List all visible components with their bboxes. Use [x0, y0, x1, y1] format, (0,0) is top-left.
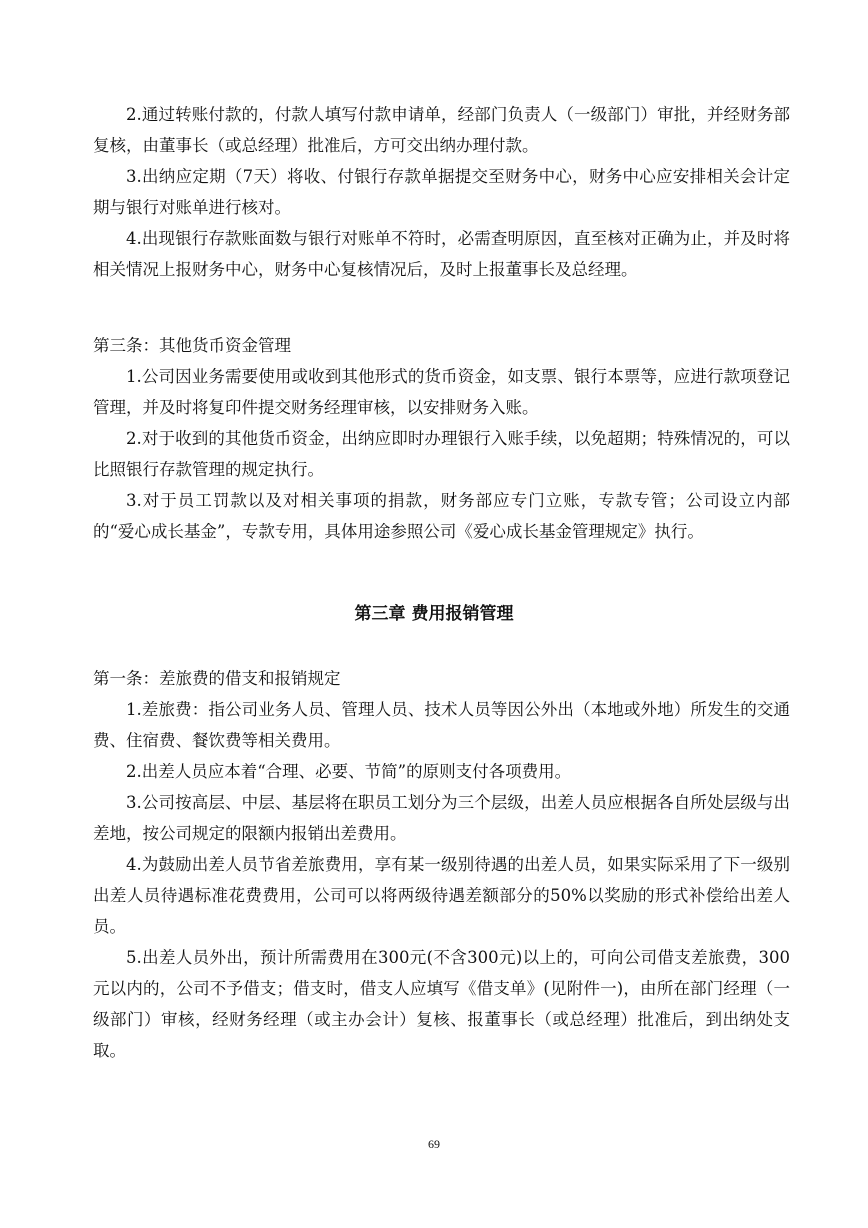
chapter-title: 第三章 费用报销管理 [354, 604, 514, 624]
paragraph: 2.通过转账付款的，付款人填写付款申请单，经部门负责人（一级部门）审批，并经财务部复核，由董事长（或总经理）批准后，方可交出纳办理付款。 [93, 105, 790, 155]
paragraph: 3.对于员工罚款以及对相关事项的捐款，财务部应专门立账，专款专管；公司设立内部的“爱心成长基金”，专款专用，具体用途参照公司《爱心成长基金管理规定》执行。 [93, 491, 790, 541]
paragraph: 4.为鼓励出差人员节省差旅费用，享有某一级别待遇的出差人员，如果实际采用了下一级别出差人员待遇标准花费费用，公司可以将两级待遇差额部分的50%以奖励的形式补偿给出差人员。 [93, 855, 790, 936]
paragraph: 2.对于收到的其他货币资金，出纳应即时办理银行入账手续，以免超期；特殊情况的，可以比照银行存款管理的规定执行。 [93, 429, 790, 479]
paragraph: 1.公司因业务需要使用或收到其他形式的货币资金，如支票、银行本票等，应进行款项登记管理，并及时将复印件提交财务经理审核，以安排财务入账。 [93, 367, 790, 417]
article-1-section [93, 663, 790, 1066]
page-number: 69 [428, 1137, 440, 1151]
paragraph: 3.公司按高层、中层、基层将在职员工划分为三个层级，出差人员应根据各自所处层级与出差地，按公司规定的限额内报销出差费用。 [93, 793, 790, 843]
article-heading: 第三条：其他货币资金管理 [93, 336, 291, 355]
paragraph: 3.出纳应定期（7天）将收、付银行存款单据提交至财务中心，财务中心应安排相关会计定期与银行对账单进行核对。 [93, 167, 790, 217]
paragraph: 2.出差人员应本着“合理、必要、节简”的原则支付各项费用。 [126, 762, 572, 781]
paragraph: 1.差旅费：指公司业务人员、管理人员、技术人员等因公外出（本地或外地）所发生的交通费、住宿费、餐饮费等相关费用。 [93, 700, 790, 750]
article-3-section [93, 330, 790, 547]
article-heading: 第一条：差旅费的借支和报销规定 [93, 669, 341, 688]
bank-deposit-section [93, 99, 790, 285]
paragraph: 5.出差人员外出，预计所需费用在300元(不含300元)以上的，可向公司借支差旅费，300元以内的，公司不予借支；借支时，借支人应填写《借支单》(见附件一)，由所在部门经理（一级部门）审核，经财务经理（或主办会计）复核、报董事长（或总经理）批准后，到出纳处支取。 [93, 948, 790, 1060]
paragraph: 4.出现银行存款账面数与银行对账单不符时，必需查明原因，直至核对正确为止，并及时将相关情况上报财务中心，财务中心复核情况后，及时上报董事长及总经理。 [93, 229, 790, 279]
